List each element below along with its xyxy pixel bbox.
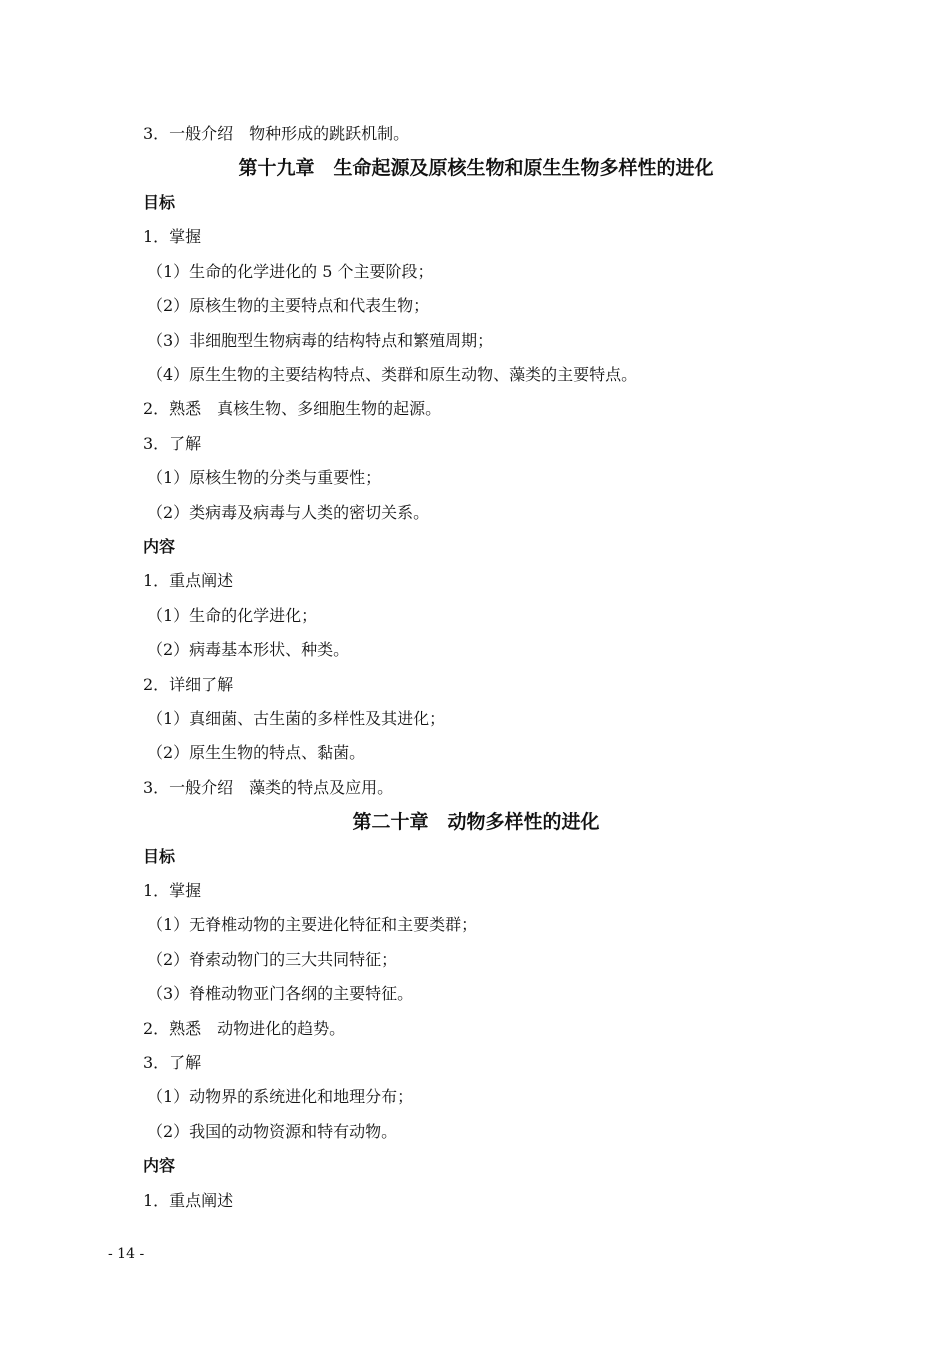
- page-number: - 14 -: [108, 1246, 145, 1262]
- chapter-20-title: 第二十章 动物多样性的进化: [352, 811, 600, 833]
- text-line: 3．了解: [143, 1053, 202, 1072]
- text-line: （2）类病毒及病毒与人类的密切关系。: [147, 503, 430, 522]
- text-line: （3）脊椎动物亚门各纲的主要特征。: [147, 984, 414, 1003]
- text-line: （1）无脊椎动物的主要进化特征和主要类群；: [147, 915, 478, 934]
- text-line: （1）生命的化学进化的 5 个主要阶段；: [147, 262, 434, 281]
- chapter-19-title: 第十九章 生命起源及原核生物和原生生物多样性的进化: [238, 157, 714, 179]
- text-line: （4）原生生物的主要结构特点、类群和原生动物、藻类的主要特点。: [147, 365, 638, 384]
- text-line: （1）原核生物的分类与重要性；: [147, 468, 382, 487]
- section-heading-content: 内容: [143, 537, 176, 556]
- text-line: 1．重点阐述: [143, 1191, 234, 1210]
- text-line: 1．重点阐述: [143, 571, 234, 590]
- text-line: 3．一般介绍 藻类的特点及应用。: [143, 778, 394, 797]
- text-line: （2）原生生物的特点、黏菌。: [147, 743, 366, 762]
- text-line: （2）脊索动物门的三大共同特征；: [147, 950, 398, 969]
- text-line: （1）真细菌、古生菌的多样性及其进化；: [147, 709, 446, 728]
- text-line: （1）动物界的系统进化和地理分布；: [147, 1087, 414, 1106]
- text-line: 3．了解: [143, 434, 202, 453]
- text-line: 2．详细了解: [143, 675, 234, 694]
- text-line: （3）非细胞型生物病毒的结构特点和繁殖周期；: [147, 331, 494, 350]
- text-line: 1．掌握: [143, 227, 202, 246]
- text-line: 2．熟悉 真核生物、多细胞生物的起源。: [143, 399, 442, 418]
- section-heading-goals: 目标: [143, 847, 176, 866]
- text-line: （2）原核生物的主要特点和代表生物；: [147, 296, 430, 315]
- text-line: 2．熟悉 动物进化的趋势。: [143, 1019, 346, 1038]
- text-line: （2）病毒基本形状、种类。: [147, 640, 350, 659]
- text-line: 1．掌握: [143, 881, 202, 900]
- text-line: （2）我国的动物资源和特有动物。: [147, 1122, 398, 1141]
- section-heading-content: 内容: [143, 1156, 176, 1175]
- text-line: 3．一般介绍 物种形成的跳跃机制。: [143, 124, 410, 143]
- text-line: （1）生命的化学进化；: [147, 606, 318, 625]
- section-heading-goals: 目标: [143, 193, 176, 212]
